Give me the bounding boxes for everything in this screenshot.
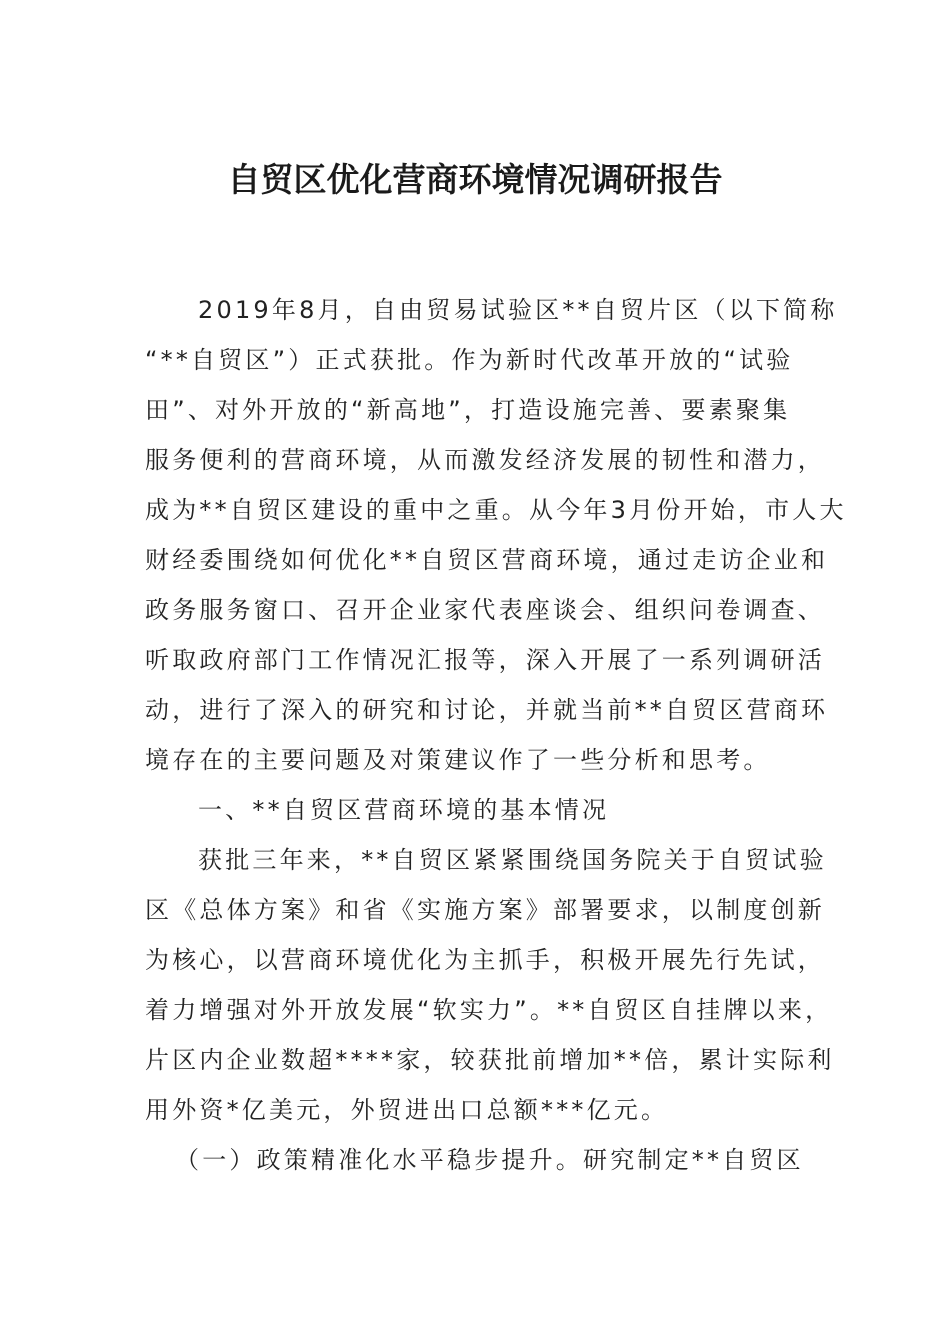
- paragraph-line: 听取政府部门工作情况汇报等，深入开展了一系列调研活: [145, 646, 825, 674]
- paragraph-line: 用外资*亿美元，外贸进出口总额***亿元。: [145, 1096, 669, 1124]
- paragraph-line: 片区内企业数超****家，较获批前增加**倍，累计实际利: [145, 1046, 835, 1074]
- paragraph-line: 田”、对外开放的“新高地”，打造设施完善、要素聚集: [145, 396, 791, 424]
- paragraph-line: 为核心，以营商环境优化为主抓手，积极开展先行先试，: [145, 946, 825, 974]
- document-title: 自贸区优化营商环境情况调研报告: [227, 160, 723, 199]
- subsection-heading: （一）政策精准化水平稳步提升。研究制定**自贸区: [175, 1146, 804, 1174]
- section-heading: 一、**自贸区营商环境的基本情况: [198, 796, 610, 824]
- paragraph-line: 财经委围绕如何优化**自贸区营商环境，通过走访企业和: [145, 546, 829, 574]
- paragraph-line: 获批三年来，**自贸区紧紧围绕国务院关于自贸试验: [198, 846, 827, 874]
- paragraph-line: 境存在的主要问题及对策建议作了一些分析和思考。: [145, 746, 771, 774]
- paragraph-line: “**自贸区”）正式获批。作为新时代改革开放的“试验: [145, 346, 794, 374]
- paragraph-line: 动，进行了深入的研究和讨论，并就当前**自贸区营商环: [145, 696, 829, 724]
- paragraph-line: 政务服务窗口、召开企业家代表座谈会、组织问卷调查、: [145, 596, 825, 624]
- paragraph-line: 2019年8月，自由贸易试验区**自贸片区（以下简称: [198, 296, 838, 324]
- paragraph-line: 成为**自贸区建设的重中之重。从今年3月份开始，市人大: [145, 496, 847, 524]
- paragraph-line: 区《总体方案》和省《实施方案》部署要求，以制度创新: [145, 896, 825, 924]
- paragraph-line: 着力增强对外开放发展“软实力”。**自贸区自挂牌以来，: [145, 996, 833, 1024]
- paragraph-line: 服务便利的营商环境，从而激发经济发展的韧性和潜力，: [145, 446, 825, 474]
